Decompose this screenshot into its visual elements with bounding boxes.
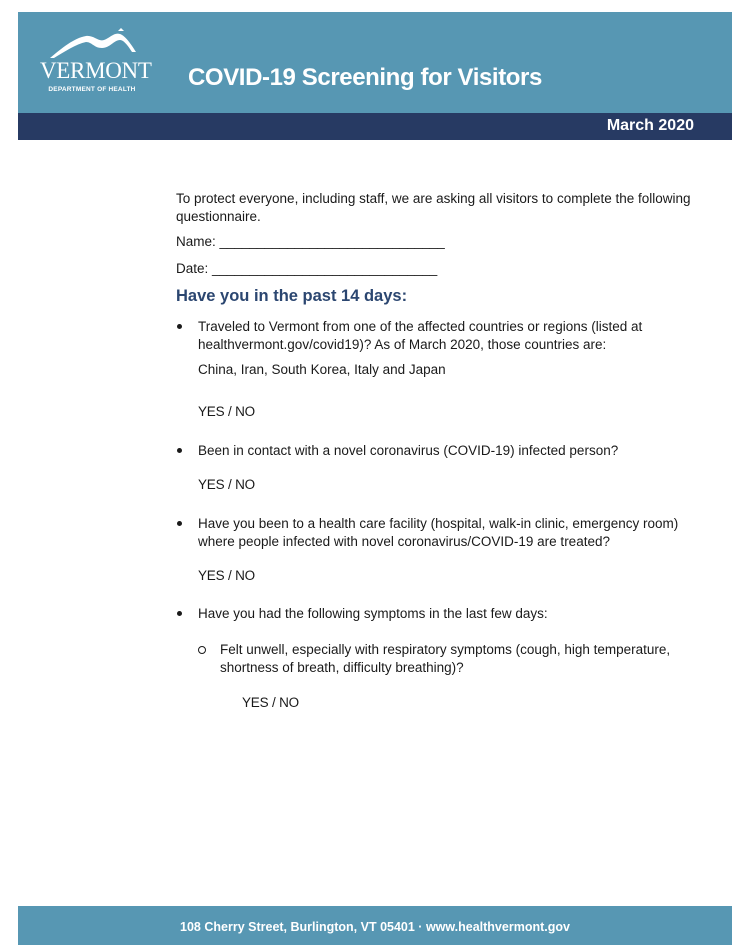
page-title: COVID-19 Screening for Visitors [188,64,542,91]
question-2-text: Been in contact with a novel coronavirus (COVID-19) infected person? [198,443,619,458]
bullet-icon [177,324,182,329]
bullet-icon [177,611,182,616]
logo-wordmark: VERMONT [40,58,152,83]
footer-banner [18,906,732,945]
question-4-sub-text: Felt unwell, especially with respiratory symptoms (cough, high temperature, shortness of breath, difficulty breathing)? [220,642,671,675]
issue-date: March 2020 [606,117,694,134]
question-1-detail: China, Iran, South Korea, Italy and Japan [198,362,446,377]
sub-bullet-icon [198,646,206,654]
question-1-text: Traveled to Vermont from one of the affected countries or regions (listed at healthvermont.gov/covid19)? As of March 2020, those countries are: [198,319,643,352]
mountain-icon [48,28,138,60]
question-4-text: Have you had the following symptoms in the last few days: [198,606,548,621]
question-3-text: Have you been to a health care facility (hospital, walk-in clinic, emergency room) where people infected with novel coronavirus/COVID-19 are treated? [198,516,679,549]
question-2-answer[interactable]: YES / NO [198,477,255,492]
intro-text: To protect everyone, including staff, we are asking all visitors to complete the following questionnaire. [176,191,691,224]
section-heading: Have you in the past 14 days: [176,287,408,305]
footer-address: 108 Cherry Street, Burlington, VT 05401 · www.healthvermont.gov [180,920,570,934]
intro-block [176,190,696,226]
bullet-icon [177,521,182,526]
question-3-answer[interactable]: YES / NO [198,568,255,583]
logo-subtitle: DEPARTMENT OF HEALTH [48,86,136,93]
question-4-sub-answer[interactable]: YES / NO [242,695,299,710]
header-banner [18,12,732,140]
bullet-icon [177,448,182,453]
vermont-logo [40,28,152,104]
question-1-answer[interactable]: YES / NO [198,404,255,419]
name-field[interactable]: Name: ______________________________ [176,234,445,249]
date-field[interactable]: Date: ______________________________ [176,261,438,276]
